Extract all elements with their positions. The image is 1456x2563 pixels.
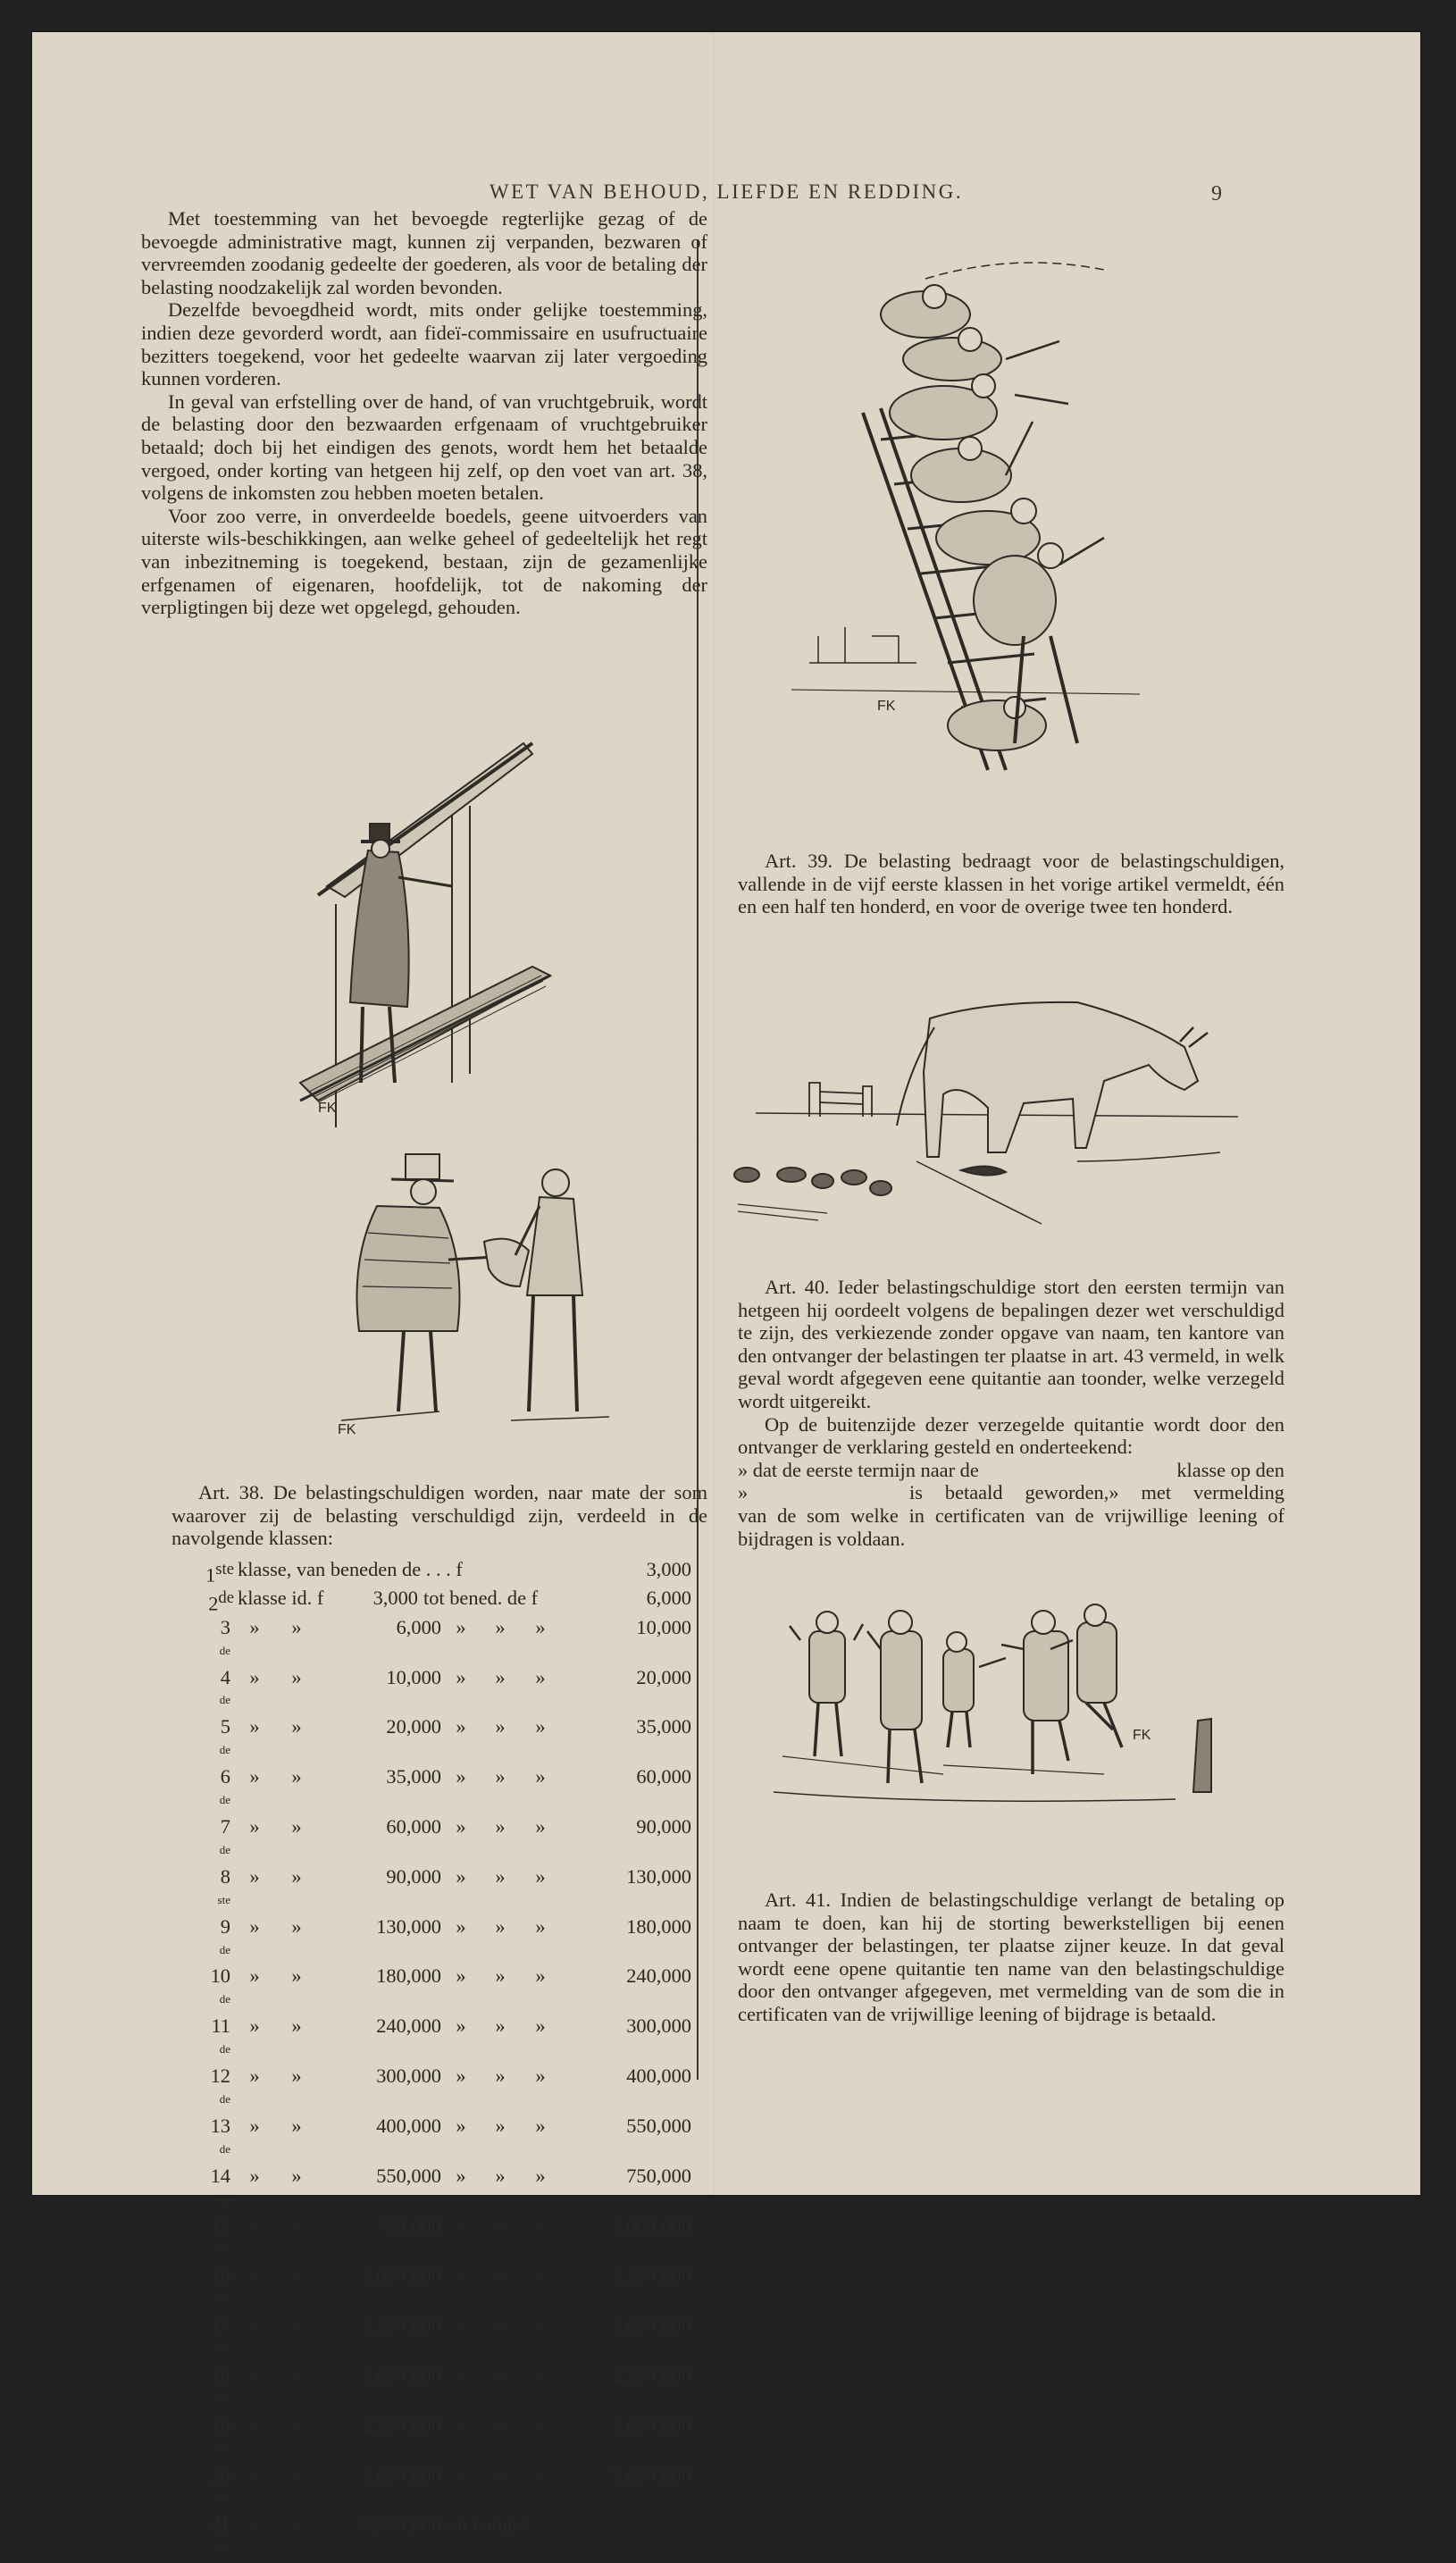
class-suffix: de	[219, 1992, 230, 2006]
class-number: 1	[205, 1563, 216, 1587]
article-41-text: Art. 41. Indien de belastingschuldige verlangt de betaling op naam te doen, kan hij de storting bewerkstelligen bij eenen ontvanger der belastingen, ter plaatse zijner keuze. In dat geval wordt eene opene quitantie ten name van den belastingschuldige door den ontvanger afgegeven, met vermelding van de som die in certificaten van de vrijwillige leening of bijdrage is betaald.	[738, 1889, 1284, 2025]
illustration-clothes-seller	[305, 1152, 645, 1447]
ditto-mark: »	[291, 2264, 302, 2287]
ditto-mark: »	[456, 2363, 466, 2386]
class-upper-bound: 20,000	[636, 1665, 691, 1688]
class-lower-bound: 5,800,000	[361, 2513, 441, 2536]
class-lower-bound: 240,000	[376, 2014, 441, 2038]
class-upper-bound: 1,000,000	[611, 2214, 691, 2237]
class-lower-bound: 20,000	[386, 1715, 441, 1738]
art40-block	[738, 1276, 1284, 1550]
art39-block	[738, 850, 1284, 918]
ditto-mark: »	[535, 2014, 546, 2038]
class-upper-bound: 130,000	[626, 1864, 691, 1888]
paragraph: Dezelfde bevoegdheid wordt, mits onder gelijke toestemming, indien deze gevorderd wordt, aan fideï-commissaire en usufructuaire bezitters toegekend, voor het gedeelte waarvan zij later vergoeding kunnen vorderen.	[141, 298, 707, 390]
class-description: en hooger.	[448, 2513, 532, 2536]
ditto-mark: »	[535, 1765, 546, 1788]
class-lower-bound: 1,000,000	[361, 2264, 441, 2287]
ditto-mark: »	[535, 2164, 546, 2187]
class-description: klasse, van beneden de . . . f	[238, 1558, 463, 1580]
class-number: 8	[220, 1864, 230, 1888]
class-suffix: de	[219, 2291, 230, 2306]
illustration-ladder	[791, 243, 1149, 779]
ditto-mark: »	[249, 2014, 260, 2038]
ditto-mark: »	[249, 2413, 260, 2436]
class-number: 20	[210, 2463, 230, 2486]
table-row	[182, 1587, 691, 1615]
ditto-mark: »	[249, 1665, 260, 1688]
class-suffix: de	[219, 2141, 230, 2156]
table-row	[182, 2464, 691, 2514]
ditto-mark: »	[291, 1914, 302, 1938]
ditto-mark: »	[495, 1964, 506, 1988]
class-upper-bound: 60,000	[636, 1765, 691, 1788]
document-page	[32, 32, 1420, 2555]
table-row	[182, 2165, 691, 2215]
ditto-mark: »	[291, 1715, 302, 1738]
page-number: 9	[1211, 182, 1222, 205]
ditto-mark: »	[535, 1964, 546, 1988]
illustration-doorway	[264, 708, 559, 1145]
class-upper-bound: 5,800,000	[611, 2463, 691, 2486]
class-suffix: de	[219, 1643, 230, 1657]
class-number: 16	[210, 2264, 230, 2287]
ditto-mark: »	[456, 2413, 466, 2436]
table-row	[182, 2065, 691, 2115]
ditto-mark: »	[291, 1765, 302, 1788]
ditto-mark: »	[249, 2363, 260, 2386]
table-row	[182, 1715, 691, 1765]
quote-rest: van de som welke in certificaten van de vrijwillige leening of bijdragen is voldaan.	[738, 1503, 1284, 1550]
table-row	[182, 1915, 691, 1965]
ditto-mark: »	[456, 2264, 466, 2287]
class-number: 7	[220, 1815, 230, 1838]
class-number: 19	[210, 2413, 230, 2436]
class-lower-bound: 1,300,000	[361, 2314, 441, 2337]
class-upper-bound: 90,000	[636, 1815, 691, 1838]
class-suffix: de	[219, 1793, 230, 1807]
class-upper-bound: 240,000	[626, 1964, 691, 1988]
ditto-mark: »	[291, 1964, 302, 1988]
ditto-mark: »	[249, 1914, 260, 1938]
class-number: 9	[220, 1914, 230, 1938]
class-table	[182, 1558, 691, 2563]
table-row	[182, 1964, 691, 2014]
ditto-mark: »	[291, 2065, 302, 2088]
class-upper-bound: 1,800,000	[611, 2314, 691, 2337]
ditto-mark: »	[249, 1615, 260, 1638]
left-column-text	[141, 207, 707, 619]
ditto-mark: »	[495, 2164, 506, 2187]
class-suffix: de	[219, 1693, 230, 1707]
class-suffix: de	[219, 2391, 230, 2405]
ditto-mark: »	[249, 2214, 260, 2237]
class-number: 17	[210, 2314, 230, 2337]
ditto-mark: »	[456, 1715, 466, 1738]
class-upper-bound: 1,300,000	[611, 2264, 691, 2287]
ditto-mark: »	[495, 1914, 506, 1938]
class-upper-bound: 3,600,000	[611, 2413, 691, 2436]
ditto-mark: »	[291, 1864, 302, 1888]
ditto-mark: »	[456, 2463, 466, 2486]
ditto-mark: »	[249, 1815, 260, 1838]
ditto-mark: »	[291, 2363, 302, 2386]
ditto-mark: »	[456, 1964, 466, 1988]
class-upper-bound: 6,000	[646, 1587, 691, 1610]
paragraph: Met toestemming van het bevoegde regterlijke gezag of de bevoegde administrative magt, kunnen zij verpanden, bezwaren of vervreemden zoodanig gedeelte der goederen, als voor de betaling der belasting noodzakelijk zal worden bevonden.	[141, 207, 707, 298]
article-40-text: Op de buitenzijde dezer verzegelde quitantie wordt door den ontvanger de verklaring gesteld en onderteekend:	[738, 1412, 1284, 1459]
ditto-mark: »	[291, 2314, 302, 2337]
illustrator-signature: FK	[338, 1422, 356, 1437]
class-upper-bound: 10,000	[636, 1615, 691, 1638]
class-lower-bound: 35,000	[386, 1765, 441, 1788]
table-row	[182, 2364, 691, 2414]
ditto-mark: »	[535, 1715, 546, 1738]
class-number: 5	[220, 1715, 230, 1738]
class-number: 10	[210, 1964, 230, 1988]
paragraph: In geval van erfstelling over de hand, of van vruchtgebruik, wordt de belasting door den bezwaarden erfgenaam of vruchtgebruiker betaald; doch bij het eindigen des genots, wordt hem het betaalde vergoed, onder korting van hetgeen hij zelf, op den voet van art. 38, volgens de inkomsten zou hebben moeten betalen.	[141, 389, 707, 505]
ditto-mark: »	[249, 2065, 260, 2088]
ditto-mark: »	[456, 1615, 466, 1638]
illustrator-signature: FK	[318, 1101, 337, 1116]
quote-text: is betaald geworden,» met vermelding	[909, 1481, 1284, 1504]
ditto-mark: »	[456, 1665, 466, 1688]
class-lower-bound: 6,000	[396, 1615, 441, 1638]
table-row	[182, 2314, 691, 2364]
ditto-mark: »	[495, 2014, 506, 2038]
class-number: 2	[208, 1592, 219, 1615]
class-upper-bound: 750,000	[626, 2164, 691, 2187]
ditto-mark: »	[291, 2413, 302, 2436]
quote-text: klasse op den	[1176, 1458, 1284, 1481]
ditto-mark: »	[535, 1914, 546, 1938]
ditto-mark: »	[495, 2314, 506, 2337]
ditto-mark: »	[535, 2413, 546, 2436]
ditto-mark: »	[291, 2014, 302, 2038]
class-lower-bound: 60,000	[386, 1815, 441, 1838]
ditto-mark: »	[456, 1765, 466, 1788]
ditto-mark: »	[456, 1864, 466, 1888]
quote-text: » dat de eerste termijn naar de	[738, 1458, 979, 1481]
paper-fold-vertical	[713, 32, 715, 2195]
table-row	[182, 1558, 691, 1587]
class-number: 18	[210, 2363, 230, 2386]
class-upper-bound: 550,000	[626, 2114, 691, 2137]
illustrator-signature: FK	[1133, 1728, 1151, 1743]
article-39-text: Art. 39. De belasting bedraagt voor de belastingschuldigen, vallende in de vijf eerste klassen in het vorige artikel vermeldt, één en een half ten honderd, en voor de overige twee ten honderd.	[738, 850, 1284, 918]
class-suffix: de	[219, 1743, 230, 1757]
ditto-mark: »	[249, 2463, 260, 2486]
class-upper-bound: 35,000	[636, 1715, 691, 1738]
class-number: 13	[210, 2114, 230, 2137]
ditto-mark: »	[495, 1665, 506, 1688]
class-upper-bound: 300,000	[626, 2014, 691, 2038]
class-number: 3	[220, 1615, 230, 1638]
ditto-mark: »	[495, 1815, 506, 1838]
ditto-mark: »	[249, 2114, 260, 2137]
class-suffix: de	[219, 1842, 230, 1856]
ditto-mark: »	[456, 1914, 466, 1938]
class-lower-bound: 2,500,000	[361, 2413, 441, 2436]
class-upper-bound: 2,500,000	[611, 2363, 691, 2386]
table-row	[182, 2264, 691, 2314]
class-suffix: de	[219, 2341, 230, 2356]
ditto-mark: »	[249, 2513, 260, 2536]
ditto-mark: »	[535, 1864, 546, 1888]
ditto-mark: »	[249, 1715, 260, 1738]
class-suffix: de	[219, 1942, 230, 1956]
ditto-mark: »	[249, 2314, 260, 2337]
class-suffix: ste	[217, 1892, 230, 1906]
table-row	[182, 2014, 691, 2065]
class-suffix: de	[218, 1588, 234, 1608]
ditto-mark: »	[249, 2164, 260, 2187]
class-lower-bound: 3,600,000	[361, 2463, 441, 2486]
ditto-mark: »	[535, 1615, 546, 1638]
class-suffix: de	[219, 2241, 230, 2256]
table-row	[182, 1666, 691, 1716]
class-lower-bound: 180,000	[376, 1964, 441, 1988]
ditto-mark: »	[535, 2463, 546, 2486]
class-lower-bound: 550,000	[376, 2164, 441, 2187]
ditto-mark: »	[535, 2114, 546, 2137]
ditto-mark: »	[249, 1864, 260, 1888]
ditto-mark: »	[495, 2264, 506, 2287]
table-row	[182, 1865, 691, 1915]
ditto-mark: »	[291, 2463, 302, 2486]
quote-text: »	[738, 1481, 749, 1504]
ditto-mark: »	[535, 2214, 546, 2237]
ditto-mark: »	[535, 2065, 546, 2088]
class-lower-bound: 90,000	[386, 1864, 441, 1888]
ditto-mark: »	[291, 1665, 302, 1688]
ditto-mark: »	[291, 2513, 302, 2536]
ditto-mark: »	[495, 1765, 506, 1788]
ditto-mark: »	[495, 2413, 506, 2436]
running-header: WET VAN BEHOUD, LIEFDE EN REDDING.	[489, 180, 964, 203]
table-row-last	[182, 2513, 691, 2563]
ditto-mark: »	[291, 2214, 302, 2237]
quote-line-2	[738, 1481, 1284, 1504]
ditto-mark: »	[495, 2463, 506, 2486]
class-suffix: ste	[217, 2491, 230, 2505]
ditto-mark: »	[456, 2065, 466, 2088]
class-number: 12	[210, 2065, 230, 2088]
art38-intro	[172, 1481, 707, 1550]
class-lower-bound: 1,800,000	[361, 2363, 441, 2386]
ditto-mark: »	[291, 2164, 302, 2187]
ditto-mark: »	[495, 2065, 506, 2088]
class-upper-bound: 3,000	[646, 1558, 691, 1580]
class-lower-bound: 400,000	[376, 2114, 441, 2137]
ditto-mark: »	[495, 2114, 506, 2137]
ditto-mark: »	[456, 1815, 466, 1838]
class-lower-bound: 300,000	[376, 2065, 441, 2088]
ditto-mark: »	[495, 1864, 506, 1888]
class-upper-bound: 180,000	[626, 1914, 691, 1938]
table-row	[182, 1815, 691, 1865]
table-row	[182, 1765, 691, 1815]
table-row	[182, 2215, 691, 2265]
class-suffix: ste	[217, 2541, 230, 2555]
class-number: 4	[220, 1665, 230, 1688]
class-suffix: de	[219, 2191, 230, 2206]
ditto-mark: »	[456, 2314, 466, 2337]
class-lower-bound: 3,000	[372, 1587, 418, 1610]
class-lower-bound: 750,000	[376, 2214, 441, 2237]
ditto-mark: »	[495, 1715, 506, 1738]
ditto-mark: »	[291, 1815, 302, 1838]
class-number: 14	[210, 2164, 230, 2187]
class-number: 21	[210, 2513, 230, 2536]
class-number: 15	[210, 2214, 230, 2237]
quote-line-1	[738, 1459, 1284, 1482]
ditto-mark: »	[535, 1665, 546, 1688]
class-lower-bound: 130,000	[376, 1914, 441, 1938]
ditto-mark: »	[456, 2114, 466, 2137]
class-lower-bound: 10,000	[386, 1665, 441, 1688]
ditto-mark: »	[495, 2363, 506, 2386]
class-number: 6	[220, 1765, 230, 1788]
class-number: 11	[211, 2014, 230, 2038]
illustration-blindmans-buff	[765, 1596, 1247, 1823]
ditto-mark: »	[249, 1964, 260, 1988]
ditto-mark: »	[249, 2264, 260, 2287]
ditto-mark: »	[535, 1815, 546, 1838]
class-rows	[182, 1616, 691, 2514]
ditto-mark: »	[456, 2214, 466, 2237]
ditto-mark: »	[535, 2264, 546, 2287]
table-row	[182, 2414, 691, 2464]
table-row	[182, 1616, 691, 1666]
class-description-mid: tot bened. de f	[423, 1587, 539, 1610]
ditto-mark: »	[249, 1765, 260, 1788]
class-suffix: de	[219, 2042, 230, 2056]
ditto-mark: »	[495, 1615, 506, 1638]
art41-block	[738, 1889, 1284, 2026]
ditto-mark: »	[291, 1615, 302, 1638]
illustrator-signature: FK	[877, 699, 896, 714]
ditto-mark: »	[291, 2114, 302, 2137]
class-upper-bound: 400,000	[626, 2065, 691, 2088]
ditto-mark: »	[495, 2214, 506, 2237]
class-suffix: de	[219, 2441, 230, 2455]
table-row	[182, 2115, 691, 2165]
paragraph: Voor zoo verre, in onverdeelde boedels, geene uitvoerders van uiterste wils-beschikkingen, aan welke geheel of gedeeltelijk het regt van inbezitneming is toegekend, bestaan, zijn de gezamenlijke erfgenamen of eigenaren, hoofdelijk, tot de nakoming der verpligtingen bij deze wet opgelegd, gehouden.	[141, 504, 707, 619]
ditto-mark: »	[456, 2164, 466, 2187]
article-40-text: Art. 40. Ieder belastingschuldige stort den eersten termijn van hetgeen hij oordeelt volgens de bepalingen dezer wet verschuldigd te zijn, des verkiezende zonder opgave van naam, ten kantore van den ontvanger der belastingen ter plaatse in art. 43 vermeld, in welk geval wordt afgegeven eene quitantie aan toonder, welke verzegeld wordt uitgereikt.	[738, 1276, 1284, 1412]
ditto-mark: »	[535, 2314, 546, 2337]
class-description: klasse id. f	[238, 1587, 324, 1610]
class-suffix: de	[219, 2091, 230, 2106]
illustration-cow	[720, 983, 1238, 1238]
class-suffix: ste	[215, 1560, 234, 1579]
ditto-mark: »	[535, 2363, 546, 2386]
article-38-text: Art. 38. De belastingschuldigen worden, naar mate der som waarover zij de belasting verschuldigd zijn, verdeeld in de navolgende klassen:	[172, 1481, 707, 1550]
ditto-mark: »	[456, 2014, 466, 2038]
